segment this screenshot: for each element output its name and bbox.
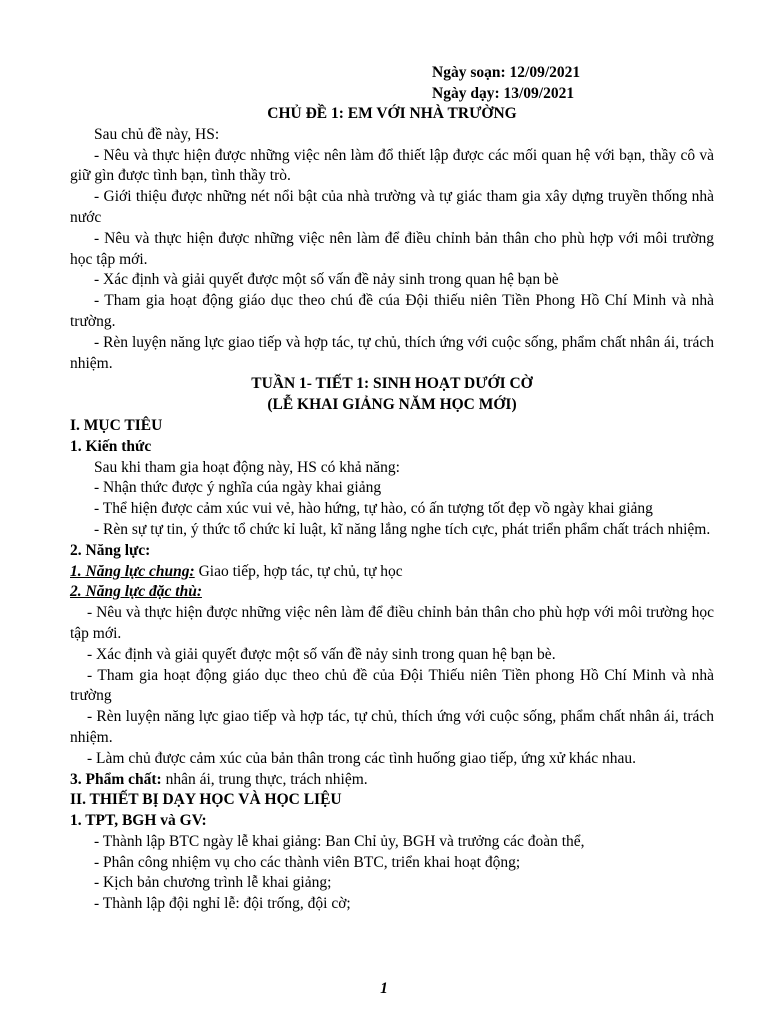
general-competence [70, 562, 714, 583]
competence-item: - Tham gia hoạt động giáo dục theo chủ đề của Đội Thiếu niên Tiền phong Hồ Chí Minh và nhà trường [70, 666, 714, 705]
qualities [70, 770, 714, 791]
knowledge-item: - Thể hiện được cảm xúc vui vẻ, hào hứng, tự hào, có ấn tượng tốt đẹp vồ ngày khai giảng [94, 500, 653, 518]
general-competence-label: 1. Năng lực chung: [70, 562, 195, 580]
equipment-item: - Thành lập đội nghỉ lễ: đội trống, đội cờ; [94, 895, 351, 913]
topic-title: CHỦ ĐỀ 1: EM VỚI NHÀ TRƯỜNG [267, 105, 517, 122]
section-heading-objectives: I. MỤC TIÊU [70, 416, 163, 434]
equipment-item: - Phân công nhiệm vụ cho các thành viên BTC, triển khai hoạt động; [94, 853, 521, 871]
competence-item: - Rèn luyện năng lực giao tiếp và hợp tác, tự chủ, thích ứng với cuộc sống, phẩm chất nhân ái, trách nhiệm. [70, 708, 714, 746]
date-taught: Ngày dạy: 13/09/2021 [432, 85, 575, 102]
specific-competence-label: 2. Năng lực đặc thù: [70, 583, 202, 601]
equipment-subheading: 1. TPT, BGH và GV: [70, 812, 207, 830]
equipment-item: - Kịch bản chương trình lễ khai giảng; [94, 874, 332, 892]
specific-competence [70, 582, 714, 603]
competence-item: - Xác định và giải quyết được một số vấn đề nảy sinh trong quan hệ bạn bè. [87, 645, 556, 663]
competence-item: - Nêu và thực hiện được những việc nên làm để điều chỉnh bản thân cho phù hợp với môi trường học tập mới. [70, 604, 714, 642]
lesson-title: TUẦN 1- TIẾT 1: SINH HOẠT DƯỚI CỜ [251, 375, 533, 393]
competence-heading: 2. Năng lực: [70, 541, 151, 559]
qualities-text: nhân ái, trung thực, trách nhiệm. [161, 770, 368, 788]
intro-item: - Nêu và thực hiện được những việc nên làm để điều chỉnh bản thân cho phù hợp với môi trường học tập mới. [70, 229, 714, 268]
qualities-label: 3. Phẩm chất: [70, 770, 162, 788]
intro-lead: Sau chủ đề này, HS: [94, 125, 220, 143]
intro-item: - Rèn luyện năng lực giao tiếp và hợp tác, tự chủ, thích ứng với cuộc sống, phẩm chất nhân ái, trách nhiệm. [70, 333, 714, 372]
intro-item: - Nêu và thực hiện được những việc nên làm đổ thiết lập được các mối quan hệ với bạn, thầy cô và giữ gìn được tình bạn, tình thầy trò. [70, 146, 714, 185]
page-number: 1 [380, 980, 388, 997]
intro-item: - Xác định và giải quyết được một số vấn đề nảy sinh trong quan hệ bạn bè [94, 271, 559, 289]
document-body [70, 104, 714, 915]
section-heading-equipment: II. THIẾT BỊ DẠY HỌC VÀ HỌC LIỆU [70, 791, 342, 809]
date-prepared: Ngày soạn: 12/09/2021 [432, 64, 581, 81]
intro-item: - Giới thiệu được những nét nổi bật của nhà trường và tự giác tham gia xây dựng truyền thống nhà nước [70, 188, 714, 226]
competence-item: - Làm chủ được cảm xúc của bản thân trong các tình huống giao tiếp, ứng xử khác nhau. [87, 749, 637, 767]
knowledge-item: - Rèn sự tự tin, ý thức tổ chức kỉ luật, kĩ năng lắng nghe tích cực, phát triển phẩm chất trách nhiệm. [94, 520, 711, 538]
date-block [432, 62, 580, 104]
general-competence-text: Giao tiếp, hợp tác, tự chủ, tự học [194, 562, 403, 580]
equipment-item: - Thành lập BTC ngày lễ khai giảng: Ban Chỉ ủy, BGH và trưởng các đoàn thể, [94, 832, 585, 850]
knowledge-item: - Nhận thức được ý nghĩa cúa ngày khai giảng [94, 479, 382, 497]
knowledge-lead: Sau khi tham gia hoạt động này, HS có khả năng: [94, 458, 400, 476]
lesson-subtitle: (LỄ KHAI GIẢNG NĂM HỌC MỚI) [267, 396, 517, 414]
knowledge-heading: 1. Kiến thức [70, 437, 152, 455]
intro-item: - Tham gia hoạt động giáo dục theo chú đề cúa Đội thiếu niên Tiền Phong Hồ Chí Minh và nhà trường. [70, 292, 714, 330]
